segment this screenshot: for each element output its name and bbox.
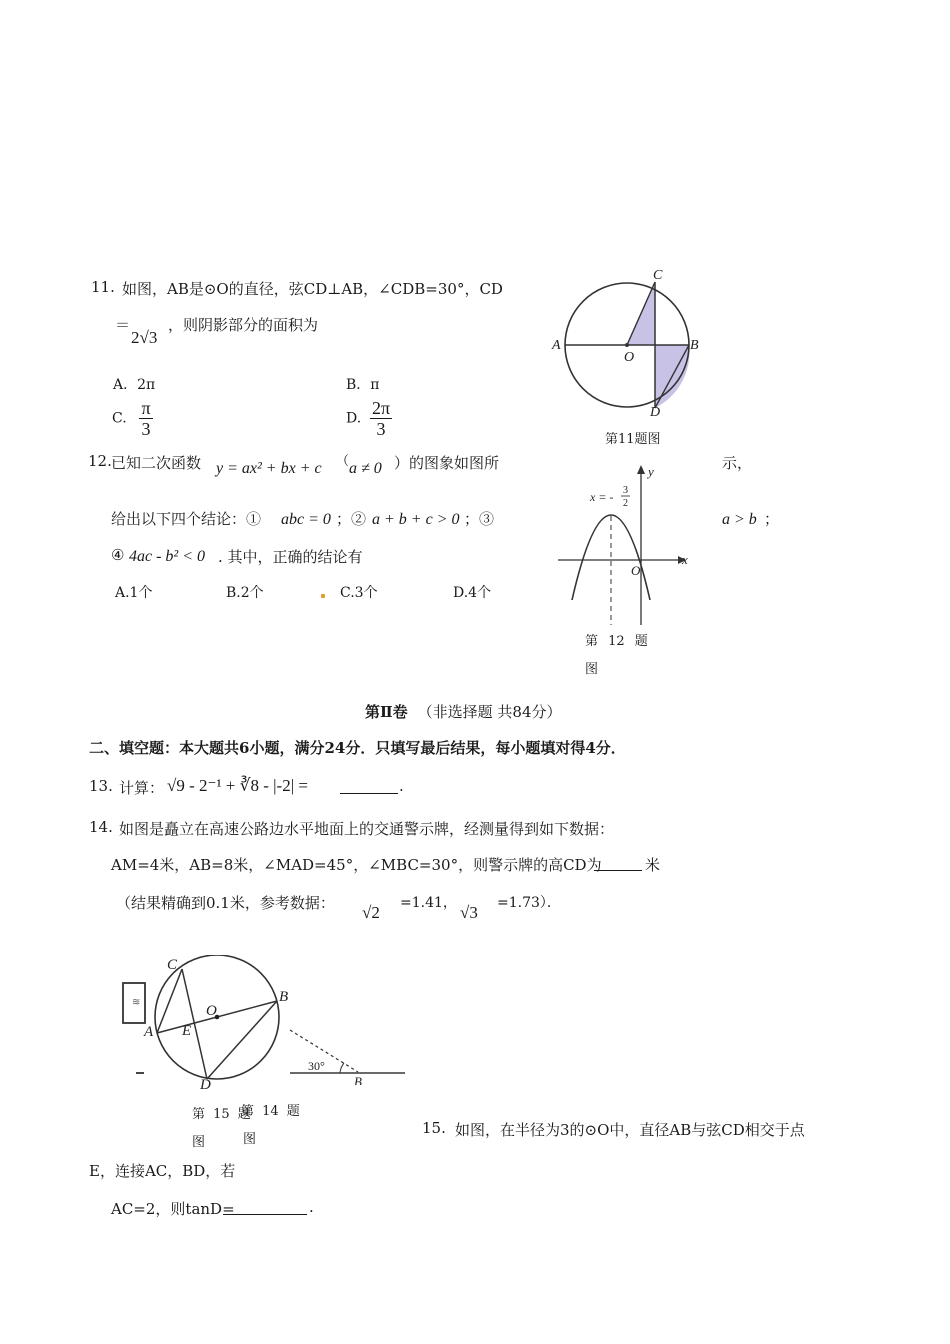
q15-segment-ac bbox=[157, 969, 182, 1033]
q15-number: 15. bbox=[422, 1119, 446, 1137]
q14-angle-arc bbox=[340, 1063, 344, 1073]
q12-conclusion-1: abc = 0 bbox=[281, 511, 331, 528]
q11-equals: ＝ bbox=[115, 316, 131, 334]
q15-figure-caption-1: 第 15 题 bbox=[192, 1107, 251, 1122]
q14-answer-blank bbox=[594, 856, 642, 871]
q12-axis-label: x = - bbox=[590, 490, 614, 504]
q12-option-c: C.3个 bbox=[340, 585, 378, 601]
q12-option-d: D.4个 bbox=[453, 585, 492, 601]
q12-cond-open: （ bbox=[336, 454, 350, 469]
q15-label-b: B bbox=[279, 989, 289, 1005]
q11-label-c: C bbox=[653, 270, 663, 283]
section2-title bbox=[365, 701, 562, 722]
q14-stem: 如图是矗立在高速公路边水平地面上的交通警示牌，经测量得到如下数据： bbox=[119, 820, 615, 838]
q15-tail: . bbox=[309, 1198, 314, 1216]
q13-answer-blank bbox=[340, 779, 398, 794]
q11-option-b: B．π bbox=[346, 377, 380, 393]
q14-line3-a: （结果精确到0.1米，参考数据： bbox=[116, 894, 335, 912]
q12-option-a: A.1个 bbox=[115, 585, 153, 601]
q14-sqrt2: √2 bbox=[362, 903, 380, 922]
q13-tail: . bbox=[399, 777, 404, 795]
q14-label-b: B bbox=[354, 1074, 362, 1085]
q11-option-c-fraction bbox=[139, 398, 152, 439]
q12-line2: 给出以下四个结论：① bbox=[111, 510, 262, 528]
q15-figure-caption-2: 图 bbox=[192, 1135, 206, 1150]
q12-formula: y = ax² + bx + c bbox=[216, 460, 322, 477]
q11-option-d-prefix: D. bbox=[346, 410, 362, 427]
q12-line3-prefix: ④ bbox=[111, 546, 125, 564]
q14-angle-label: 30° bbox=[308, 1059, 325, 1073]
q14-line3-c: =1.73）． bbox=[497, 895, 561, 911]
q15-segment-bd bbox=[207, 1001, 277, 1079]
q11-option-d bbox=[346, 398, 392, 439]
q11-option-c-num: π bbox=[141, 398, 151, 418]
q15-stem: 如图，在半径为3的⊙O中，直径AB与弦CD相交于点 bbox=[455, 1121, 805, 1139]
q12-stem: 已知二次函数 bbox=[111, 454, 202, 472]
q11-option-d-num: 2π bbox=[371, 398, 391, 418]
q15-label-o: O bbox=[206, 1003, 217, 1019]
q15-answer-blank bbox=[223, 1200, 307, 1215]
q11-option-c-prefix: C. bbox=[112, 410, 127, 427]
q12-y-arrow bbox=[637, 465, 645, 474]
section2-title-rest: （非选择题 共84分） bbox=[417, 703, 562, 721]
q11-label-b: B bbox=[690, 338, 699, 353]
q12-dot bbox=[321, 594, 325, 598]
q12-conclusion-2: a + b + c > 0 bbox=[372, 511, 460, 528]
q11-option-c-den: 3 bbox=[141, 419, 151, 439]
q12-cond-close: ）的图象如图所 bbox=[394, 454, 500, 472]
q15-label-e: E bbox=[182, 1023, 192, 1039]
q14-line2: AM=4米，AB=8米，∠MAD=45°，∠MBC=30°，则警示牌的高CD为 bbox=[111, 856, 602, 874]
q15-label-d: D bbox=[200, 1077, 211, 1093]
q12-sep-3: ； bbox=[764, 510, 780, 528]
q14-number: 14. bbox=[89, 818, 113, 836]
q11-option-c bbox=[112, 398, 153, 439]
q12-conclusion-3: a > b bbox=[722, 511, 757, 528]
q14-sqrt3: √3 bbox=[460, 903, 478, 922]
q11-center-dot bbox=[625, 343, 629, 347]
q11-label-o: O bbox=[624, 350, 635, 365]
q15-figure bbox=[140, 955, 300, 1095]
q14-figure-caption-1: 第 14 题 bbox=[241, 1104, 300, 1119]
q11-label-a: A bbox=[552, 338, 561, 353]
q13-expression: √9 - 2⁻¹ + ∛8 - |-2| = bbox=[167, 776, 308, 795]
section2-title-bold: 第Ⅱ卷 bbox=[365, 703, 408, 721]
q11-option-d-fraction bbox=[370, 398, 392, 439]
q12-figure-caption-2: 图 bbox=[585, 662, 599, 677]
q12-axis-label-den: 2 bbox=[623, 498, 628, 509]
q12-label-x: x bbox=[682, 552, 688, 567]
q15-line2: E，连接AC，BD，若 bbox=[89, 1162, 236, 1180]
q12-label-y: y bbox=[648, 464, 654, 479]
q12-condition: a ≠ 0 bbox=[349, 460, 382, 477]
q11-number: 11. bbox=[91, 278, 115, 296]
q11-stem-line2 bbox=[115, 314, 130, 335]
q12-sep-1: ；② bbox=[336, 510, 367, 528]
q11-option-a: A．2π bbox=[113, 377, 156, 393]
q12-option-b: B.2个 bbox=[226, 585, 264, 601]
q11-figure bbox=[545, 270, 715, 420]
q12-axis-label-num: 3 bbox=[623, 485, 628, 496]
q11-option-d-den: 3 bbox=[376, 419, 386, 439]
q13-number: 13. bbox=[89, 777, 113, 795]
q12-line3-tail: . 其中，正确的结论有 bbox=[218, 548, 363, 566]
q12-figure bbox=[548, 460, 698, 630]
q15-line3: AC=2，则tanD= bbox=[111, 1200, 235, 1218]
q14-figure-caption-2: 图 bbox=[243, 1132, 257, 1147]
q14-sign-glyph: ≋ bbox=[132, 997, 141, 1008]
q15-label-a: A bbox=[144, 1024, 154, 1040]
q12-label-o: O bbox=[631, 563, 641, 578]
q14-line3-b: =1.41， bbox=[400, 895, 457, 911]
q14-line2-tail: 米 bbox=[645, 856, 661, 874]
q12-figure-caption-1: 第 12 题 bbox=[585, 634, 648, 649]
q12-conclusion-4: 4ac - b² < 0 bbox=[129, 548, 206, 565]
q12-sep-2: ；③ bbox=[464, 510, 495, 528]
section2-instructions: 二、填空题：本大题共6小题，满分24分．只填写最后结果，每小题填对得4分． bbox=[89, 739, 626, 757]
q12-stem-tail: 示， bbox=[722, 454, 753, 472]
q11-figure-caption: 第11题图 bbox=[605, 432, 661, 447]
q15-label-c: C bbox=[167, 957, 178, 973]
q13-prefix: 计算： bbox=[119, 779, 165, 797]
q11-stem: 如图，AB是⊙O的直径，弦CD⊥AB，∠CDB=30°，CD bbox=[122, 280, 503, 298]
q12-number: 12. bbox=[88, 452, 112, 470]
q11-cd-value: 2√3 bbox=[131, 328, 158, 347]
q11-label-d: D bbox=[650, 405, 661, 420]
q11-stem-tail: ，则阴影部分的面积为 bbox=[168, 316, 319, 334]
